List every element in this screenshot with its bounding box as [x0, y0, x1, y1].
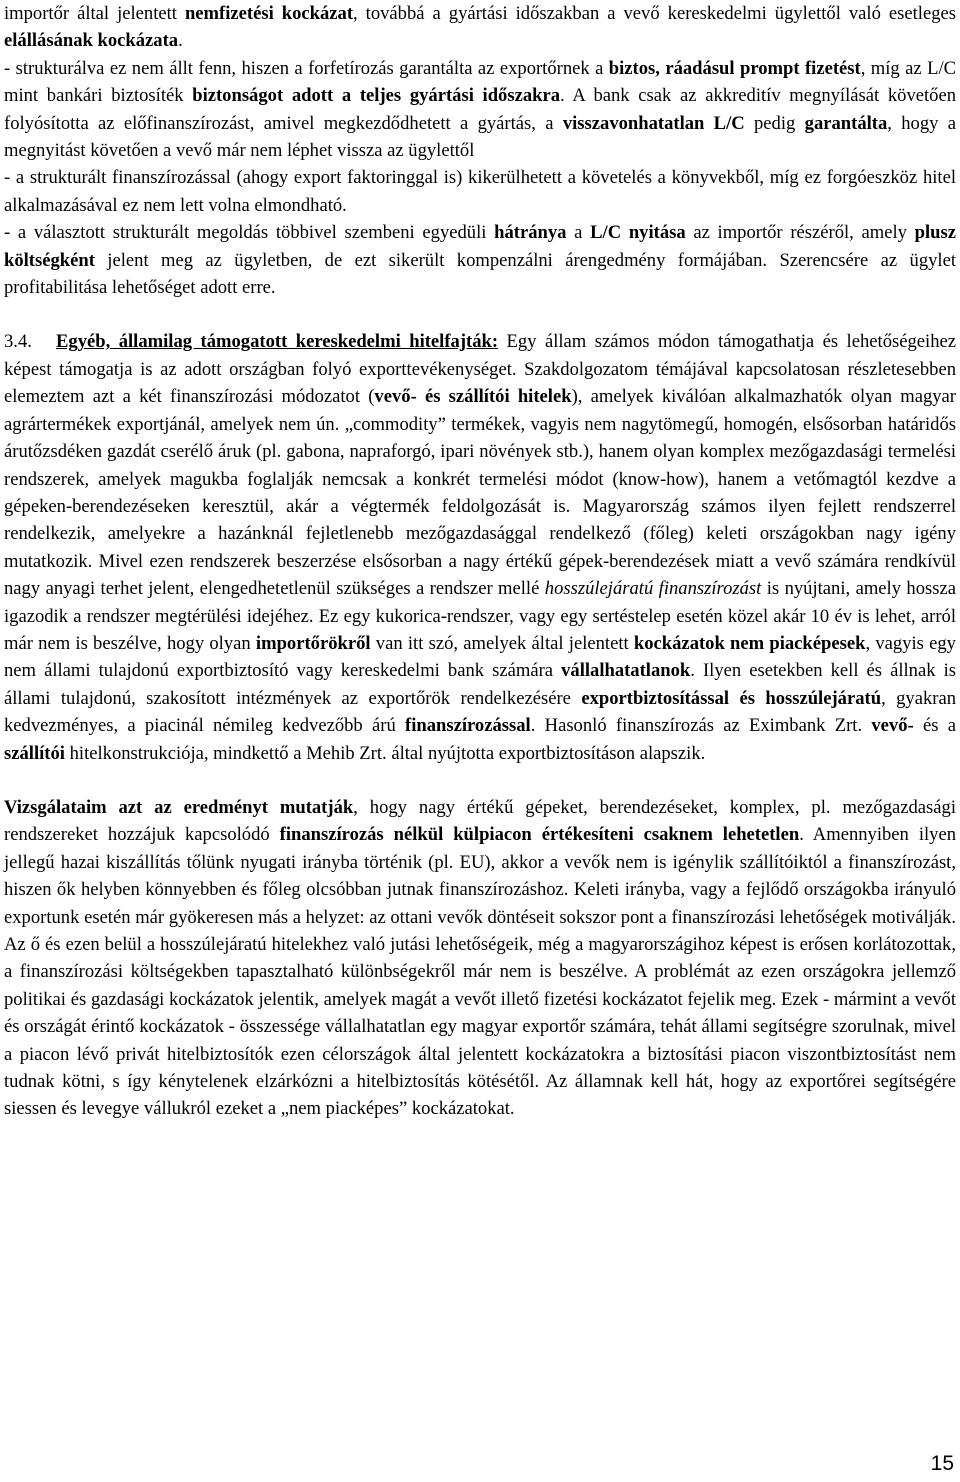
text-segment: biztonságot adott a teljes gyártási időszakra [192, 85, 561, 107]
text-segment: Egy állam számos módon támogathatja és lehetőségeihez képest támogatja is az adott országban folyó exporttevékenységet. Szakdolgozatom témájával kapcsolatosan részletesebben elemeztem azt a két finanszírozási módozatot ( [4, 331, 956, 408]
text-segment: biztos, ráadásul prompt fizetést [608, 57, 861, 79]
document-page [4, 0, 956, 1123]
paragraph-p3 [4, 164, 956, 219]
text-segment: van itt szó, amelyek által jelentett [370, 632, 634, 654]
text-segment: vevő- [871, 715, 914, 737]
text-segment: importőr által jelentett [4, 3, 185, 24]
page-number: 15 [930, 1452, 954, 1475]
paragraph-p5 [4, 328, 956, 767]
text-segment: jelent meg az ügyletben, de ezt sikerült kompenzálni árengedmény formájában. Szerencsére az ügylet profitabilitása lehetőséget adott erre. [4, 249, 956, 299]
text-segment: Egyéb, államilag támogatott kereskedelmi hitelfajták: [56, 331, 499, 353]
text-segment: a [566, 222, 591, 244]
text-segment: ), amelyek kiválóan alkalmazhatók olyan magyar agrártermékek exportjánál, amelyek nem ún. „commodity” termékek, vagyis nem nagytömegű, homogén, elsősorban határidős árutőzsdéken gazdát cserélő áruk (pl. gabona, napraforgó, ipari növények stb.), hanem olyan komplex mezőgazdasági termelési rendszerek, amelyek magukba foglalják nemcsak a konkrét termelési módot (know-how), hanem a vetőmagtól kezdve a gépeken-berendezéseken keresztül, akár a végtermék feldolgozását is. Magyarország számos ilyen fejlett rendszerrel rendelkezik, amelyekre a hazánknál fejletlenebb mezőgazdasággal rendelkező (főleg) keleti országokban nagy igény mutatkozik. Mivel ezen rendszerek beszerzése elsősorban a nagy értékű gépek-berendezések miatt a vevő számára rendkívül nagy anyagi terhet jelent, elengedhetetlenül szükséges a rendszer mellé [4, 386, 956, 600]
text-segment: 3.4. [4, 331, 32, 353]
paragraph-gap [4, 767, 956, 794]
text-segment: , továbbá a gyártási időszakban a vevő kereskedelmi ügylettől való esetleges [353, 3, 956, 24]
text-segment: és a [913, 715, 957, 737]
text-segment: - a választott strukturált megoldás többivel szembeni egyedüli [4, 222, 495, 244]
text-segment: hosszúlejáratú finanszírozást [544, 578, 762, 600]
text-segment: pedig [744, 112, 805, 134]
paragraph-p6 [4, 794, 956, 1123]
text-segment: az importőr részéről, amely [685, 222, 915, 244]
text-segment: , hogy a megnyitást követően a vevő már nem léphet vissza az ügylettől [4, 112, 957, 162]
text-segment: , míg az L/C mint bankári biztosíték [4, 57, 957, 107]
text-segment: . Amennyiben ilyen jellegű hazai kiszállítás tőlünk nyugati irányba történik (pl. EU), akkor a vevők nem is igénylik szállítóiktól a finanszírozást, hiszen ők helyben könnyebben és főleg olcsóbban jutnak finanszírozáshoz. Keleti irányba, vagy a fejlődő országokba irányuló exportunk esetén már gyökeresen más a helyzet: az ottani vevők döntéseit sokszor pont a finanszírozási lehetőségek motiválják. Az ő és ezen belül a hosszúlejáratú hitelekhez való jutási lehetőségeik, még a magyarországihoz képest is erősen korlátozottak, a finanszírozási költségekben tapasztalható különbségekről már nem is beszélve. A problémát az ezen országokra jellemző politikai és gazdasági kockázatok jelentik, amelyek magát a vevőt illető fizetési kockázatot fejelik meg. Ezek - mármint a vevőt és országát érintő kockázatok - összessége vállalhatatlan egy magyar exportőr számára, tehát állami segítségre szorulnak, mivel a piacon lévő privát hitelbiztosítók ezen célországok által jelentett kockázatokra a biztosítási piacon viszontbiztosítást nem tudnak kötni, s így kénytelenek elzárkózni a hitelbiztosítás kötésétől. Az államnak kell hát, hogy az exportőrei segítségére siessen és levegye vállukról ezeket a „nem piacképes” kockázatokat. [4, 824, 956, 1120]
text-segment: finanszírozással [405, 715, 531, 737]
text-segment: exportbiztosítással és hosszúlejáratú [581, 687, 882, 709]
text-segment: garantálta [804, 112, 888, 134]
text-segment: visszavonhatatlan L/C [562, 112, 745, 134]
text-segment: hátránya [494, 222, 567, 244]
paragraph-p2 [4, 55, 956, 165]
text-segment: nemfizetési kockázat [184, 3, 354, 24]
text-segment: - strukturálva ez nem állt fenn, hiszen a forfetírozás garantálta az exportőrnek a [4, 57, 609, 79]
text-segment: , vagyis egy nem állami tulajdonú exportbiztosító vagy kereskedelmi bank számára [4, 632, 956, 682]
text-segment: L/C nyitása [590, 222, 686, 244]
text-segment: finanszírozás nélkül külpiacon értékesíteni csaknem lehetetlen [279, 824, 800, 846]
text-segment: - a strukturált finanszírozással (ahogy export faktoringgal is) kikerülhetett a követelés a könyvekből, míg ez forgóeszköz hitel alkalmazásával ez nem lett volna elmondható. [4, 167, 956, 216]
text-segment: , gyakran kedvezményes, a piacinál némileg kedvezőbb árú [4, 687, 957, 737]
text-segment: hitelkonstrukciója, mindkettő a Mehib Zrt. által nyújtotta exportbiztosításon alapszik. [64, 742, 706, 764]
text-segment: plusz költségként [4, 222, 956, 271]
text-segment: , hogy nagy értékű gépeket, berendezéseket, komplex, pl. mezőgazdasági rendszereket hozzájuk kapcsolódó [4, 796, 957, 846]
text-segment: . A bank csak az akkreditív megnyílását követően folyósította az előfinanszírozást, amivel megkezdődhetett a gyártás, a [4, 85, 957, 134]
text-segment: Vizsgálataim azt az eredményt mutatják [4, 796, 354, 818]
text-segment: is nyújtani, amely hossza igazodik a rendszer megtérülési idejéhez. Ez egy kukorica-rendszer, vagy egy sertéstelep esetén közel akár 10 év is lehet, arról már nem is beszélve, hogy olyan [4, 578, 957, 654]
text-segment: vállalhatatlanok [561, 660, 691, 682]
text-segment: szállítói [4, 742, 65, 764]
text-segment: . Ilyen esetekben kell és állnak is állami tulajdonú, szakosított intézmények az exportőrök rendelkezésére [4, 660, 956, 709]
paragraph-gap [4, 301, 956, 328]
text-segment: importőrökről [255, 632, 371, 654]
text-segment: kockázatok nem piacképesek [633, 632, 866, 654]
text-segment: vevő- és szállítói hitelek [374, 386, 572, 408]
text-segment: . [178, 30, 183, 52]
text-segment: elállásának kockázata [4, 30, 179, 52]
paragraph-p1 [4, 0, 956, 55]
text-segment: . Hasonló finanszírozás az Eximbank Zrt. [530, 715, 872, 737]
paragraph-p4 [4, 219, 956, 301]
